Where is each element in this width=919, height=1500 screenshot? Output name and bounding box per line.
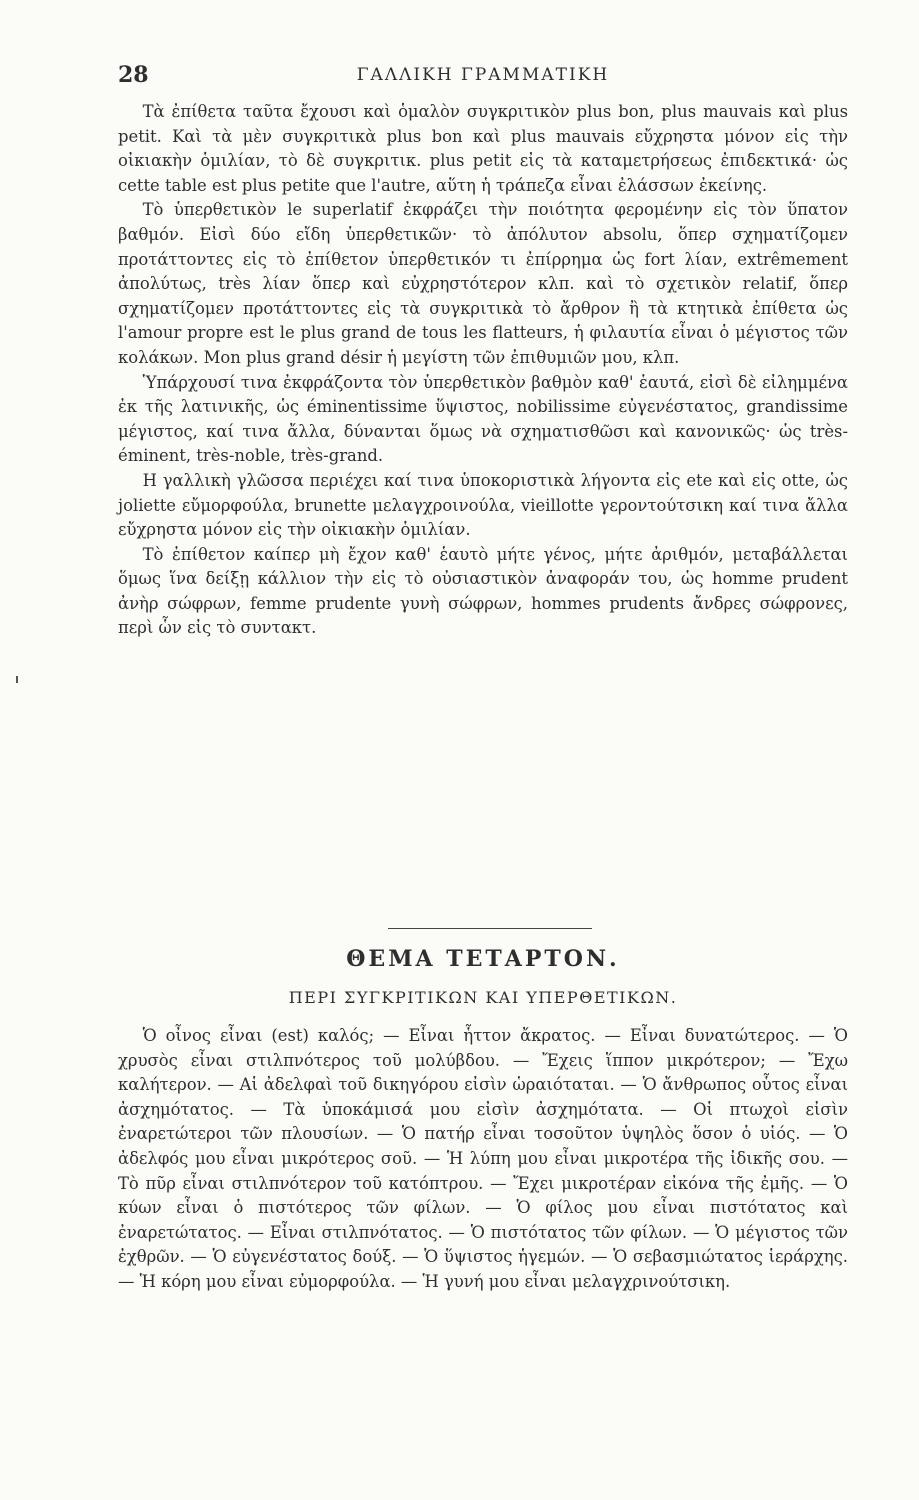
paragraph-adjective-agreement: Τὸ ἐπίθετον καίπερ μὴ ἔχον καθ' ἑαυτὸ μήτε γένος, μήτε ἀριθμόν, μεταβάλλεται ὅμως ἵνα δείξῃ κάλλιον τὴν εἰς τὸ οὐσιαστικὸν ἀναφοράν του, ὡς homme prudent ἀνὴρ σώφρων, femme prudente γυνὴ σώφρων, hommes prudents ἄνδρες σώφρονες, περὶ ὧν εἰς τὸ συντακτ. — [118, 544, 848, 638]
paragraph-superlatives: Τὸ ὑπερθετικὸν le superlatif ἐκφράζει τὴν ποιότητα φερομένην εἰς τὸν ὕπατον βαθμόν. Εἰσὶ δύο εἴδη ὑπερθετικῶν· τὸ ἀπόλυτον absolu, ὅπερ σχηματίζομεν προτάττοντες εἰς τὸ ἐπίθετον ὑπερθετικόν τι ἐπίρρημα ὡς fort λίαν, extrêmement ἀπολύτως, très λίαν ὅπερ καὶ εὐχρηστότερον κλπ. καὶ τὸ σχετικὸν relatif, ὅπερ σχηματίζομεν προτάττοντες εἰς τὰ συγκριτικὰ τὸ ἄρθρον ἢ τὰ κτητικὰ ἐπίθετα ὡς l'amour propre est le plus grand de tous les flatteurs, ἡ φιλαυτία εἶναι ὁ μέγιστος τῶν κολάκων. Mon plus grand désir ἡ μεγίστη τῶν ἐπιθυμιῶν μου, κλπ. — [118, 200, 848, 367]
paragraph-comparatives: Τὰ ἐπίθετα ταῦτα ἔχουσι καὶ ὁμαλὸν συγκριτικὸν plus bon, plus mauvais καὶ plus petit. Καὶ τὰ μὲν συγκριτικὰ plus bon καὶ plus mauvais εὔχρηστα μόνον εἰς τὴν οἰκιακὴν ὁμιλίαν, τὸ δὲ συγκριτικ. plus petit εἰς τὰ καταμετρήσεως ἐπιδεκτικά· ὡς cette table est plus petite que l'autre, αὕτη ἡ τράπεζα εἶναι ἐλάσσων ἐκείνης. — [118, 102, 848, 195]
exercise-subtitle: ΠΕΡΙ ΣΥΓΚΡΙΤΙΚΩΝ ΚΑΙ ΥΠΕΡΘΕΤΙΚΩΝ. — [288, 988, 678, 1007]
running-title: ΓΑΛΛΙΚΗ ΓΡΑΜΜΑΤΙΚΗ — [356, 65, 610, 85]
section-divider — [388, 928, 592, 929]
running-head — [118, 62, 848, 92]
grammar-section — [118, 100, 848, 641]
margin-mark — [16, 676, 18, 683]
exercise-paragraph: Ὁ οἶνος εἶναι (est) καλός; — Εἶναι ἧττον ἄκρατος. — Εἶναι δυνατώτερος. — Ὁ χρυσὸς εἶναι στιλπνότερος τοῦ μολύβδου. — Ἔχεις ἵππον μικρότερον; — Ἔχω καλήτερον. — Αἱ ἀδελφαὶ τοῦ δικηγόρου εἰσὶν ὡραιόταται. — Ὁ ἄνθρωπος οὗτος εἶναι ἀσχημότατος. — Τὰ ὑποκάμισά μου εἰσὶν ἀσχημότατα. — Οἱ πτωχοὶ εἰσὶν ἐναρετώτεροι τῶν πλουσίων. — Ὁ πατήρ εἶναι τοσοῦτον ὑψηλὸς ὅσον ὁ υἱός. — Ὁ ἀδελφός μου εἶναι μικρότερος σοῦ. — Ἡ λύπη μου εἶναι μικροτέρα τῆς ἰδικῆς σου. — Τὸ πῦρ εἶναι στιλπνότερον τοῦ κατόπτρου. — Ἔχει μικροτέραν εἰκόνα τῆς ἐμῆς. — Ὁ κύων εἶναι ὁ πιστότερος τῶν φίλων. — Ὁ φίλος μου εἶναι πιστότατος καὶ ἐναρετώτατος. — Εἶναι στιλπνότατος. — Ὁ πιστότατος τῶν φίλων. — Ὁ μέγιστος τῶν ἐχθρῶν. — Ὁ εὐγενέστατος δούξ. — Ὁ ὕψιστος ἡγεμών. — Ὁ σεβασμιώτατος ἱεράρχης. — Ἡ κόρη μου εἶναι εὐμορφούλα. — Ἡ γυνή μου εἶναι μελαγχρινούτσικη. — [118, 1026, 848, 1291]
page-number: 28 — [118, 62, 149, 88]
paragraph-diminutives: Η γαλλικὴ γλῶσσα περιέχει καί τινα ὑποκοριστικὰ λήγοντα εἰς ete καὶ εἰς otte, ὡς joliette εὔμορφούλα, brunette μελαγχροινούλα, vieillotte γεροντούτσικη καί τινα ἄλλα εὔχρηστα μόνον εἰς τὴν οἰκιακὴν ὁμιλίαν. — [118, 470, 848, 540]
exercise-title: ΘΕΜΑ ΤΕΤΑΡΤΟΝ. — [346, 946, 620, 972]
exercise-section — [118, 1024, 848, 1295]
paragraph-latin-superlatives: Ὑπάρχουσί τινα ἐκφράζοντα τὸν ὑπερθετικὸν βαθμὸν καθ' ἑαυτά, εἰσὶ δὲ εἰλημμένα ἐκ τῆς λατινικῆς, ὡς éminentissime ὕψιστος, nobilissime εὐγενέστατος, grandissime μέγιστος, καί τινα ἄλλα, δύνανται ὅμως νὰ σχηματισθῶσι καὶ κανονικῶς· ὡς très-éminent, très-noble, très-grand. — [118, 372, 848, 466]
